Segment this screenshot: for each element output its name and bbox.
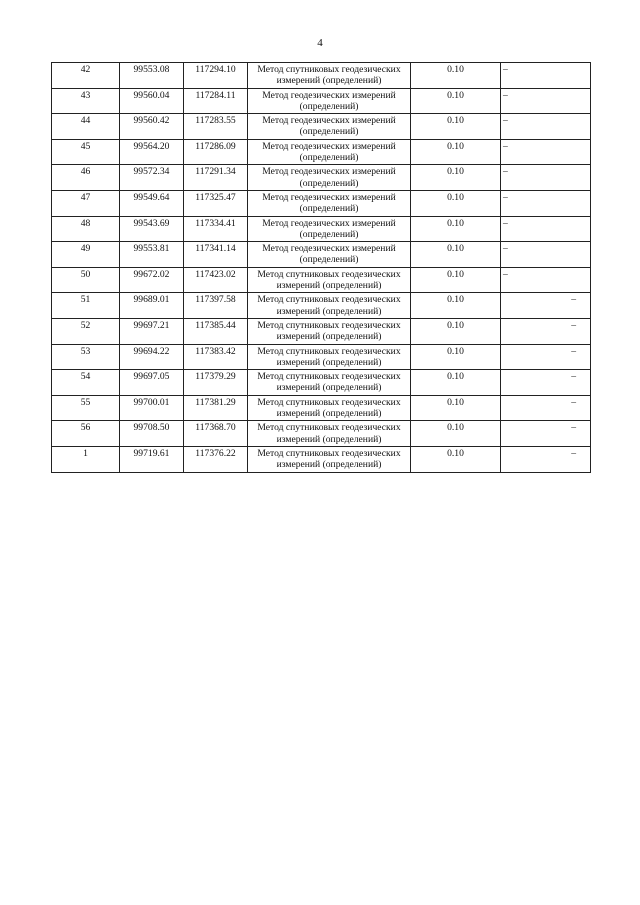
accuracy-cell: 0.10 bbox=[411, 190, 501, 216]
note-cell: – bbox=[501, 242, 591, 268]
table-row bbox=[52, 344, 591, 370]
method-cell: Метод спутниковых геодезических измерений (определений) bbox=[248, 344, 411, 370]
note-cell: – bbox=[501, 421, 591, 447]
point-number: 54 bbox=[52, 370, 120, 396]
coordinate-y: 117283.55 bbox=[184, 114, 248, 140]
accuracy-cell: 0.10 bbox=[411, 370, 501, 396]
point-number: 55 bbox=[52, 395, 120, 421]
note-cell: – bbox=[501, 63, 591, 89]
accuracy-cell: 0.10 bbox=[411, 293, 501, 319]
table-row bbox=[52, 421, 591, 447]
note-cell: – bbox=[501, 370, 591, 396]
coordinate-x: 99572.34 bbox=[120, 165, 184, 191]
table-row bbox=[52, 114, 591, 140]
coordinate-x: 99697.21 bbox=[120, 318, 184, 344]
coordinate-y: 117383.42 bbox=[184, 344, 248, 370]
coordinate-x: 99549.64 bbox=[120, 190, 184, 216]
table-row bbox=[52, 293, 591, 319]
point-number: 42 bbox=[52, 63, 120, 89]
table-row bbox=[52, 446, 591, 472]
table-row bbox=[52, 165, 591, 191]
coordinate-x: 99553.08 bbox=[120, 63, 184, 89]
accuracy-cell: 0.10 bbox=[411, 267, 501, 293]
coordinate-x: 99708.50 bbox=[120, 421, 184, 447]
point-number: 53 bbox=[52, 344, 120, 370]
accuracy-cell: 0.10 bbox=[411, 165, 501, 191]
accuracy-cell: 0.10 bbox=[411, 446, 501, 472]
note-cell: – bbox=[501, 395, 591, 421]
coordinate-y: 117368.70 bbox=[184, 421, 248, 447]
point-number: 45 bbox=[52, 139, 120, 165]
coordinate-x: 99543.69 bbox=[120, 216, 184, 242]
accuracy-cell: 0.10 bbox=[411, 63, 501, 89]
table-row bbox=[52, 88, 591, 114]
table-row bbox=[52, 395, 591, 421]
table-row bbox=[52, 139, 591, 165]
table-row bbox=[52, 190, 591, 216]
coordinate-x: 99689.01 bbox=[120, 293, 184, 319]
accuracy-cell: 0.10 bbox=[411, 344, 501, 370]
method-cell: Метод спутниковых геодезических измерений (определений) bbox=[248, 421, 411, 447]
method-cell: Метод спутниковых геодезических измерений (определений) bbox=[248, 293, 411, 319]
table-row bbox=[52, 267, 591, 293]
accuracy-cell: 0.10 bbox=[411, 421, 501, 447]
note-cell: – bbox=[501, 190, 591, 216]
table-row bbox=[52, 318, 591, 344]
coordinate-x: 99560.42 bbox=[120, 114, 184, 140]
point-number: 43 bbox=[52, 88, 120, 114]
coordinate-x: 99719.61 bbox=[120, 446, 184, 472]
accuracy-cell: 0.10 bbox=[411, 216, 501, 242]
note-cell: – bbox=[501, 446, 591, 472]
method-cell: Метод спутниковых геодезических измерений (определений) bbox=[248, 63, 411, 89]
accuracy-cell: 0.10 bbox=[411, 242, 501, 268]
coordinate-y: 117379.29 bbox=[184, 370, 248, 396]
method-cell: Метод спутниковых геодезических измерений (определений) bbox=[248, 267, 411, 293]
coordinate-y: 117294.10 bbox=[184, 63, 248, 89]
coordinate-y: 117286.09 bbox=[184, 139, 248, 165]
method-cell: Метод геодезических измерений (определений) bbox=[248, 190, 411, 216]
coordinate-x: 99697.05 bbox=[120, 370, 184, 396]
accuracy-cell: 0.10 bbox=[411, 395, 501, 421]
accuracy-cell: 0.10 bbox=[411, 114, 501, 140]
note-cell: – bbox=[501, 139, 591, 165]
coordinate-x: 99700.01 bbox=[120, 395, 184, 421]
note-cell: – bbox=[501, 293, 591, 319]
method-cell: Метод спутниковых геодезических измерений (определений) bbox=[248, 446, 411, 472]
point-number: 56 bbox=[52, 421, 120, 447]
coordinate-x: 99694.22 bbox=[120, 344, 184, 370]
point-number: 48 bbox=[52, 216, 120, 242]
coordinate-y: 117397.58 bbox=[184, 293, 248, 319]
point-number: 49 bbox=[52, 242, 120, 268]
note-cell: – bbox=[501, 344, 591, 370]
method-cell: Метод спутниковых геодезических измерений (определений) bbox=[248, 318, 411, 344]
coordinate-x: 99672.02 bbox=[120, 267, 184, 293]
note-cell: – bbox=[501, 267, 591, 293]
method-cell: Метод геодезических измерений (определений) bbox=[248, 242, 411, 268]
method-cell: Метод геодезических измерений (определений) bbox=[248, 216, 411, 242]
coordinate-y: 117291.34 bbox=[184, 165, 248, 191]
coordinate-y: 117325.47 bbox=[184, 190, 248, 216]
coordinate-x: 99560.04 bbox=[120, 88, 184, 114]
point-number: 44 bbox=[52, 114, 120, 140]
coordinate-y: 117376.22 bbox=[184, 446, 248, 472]
method-cell: Метод спутниковых геодезических измерений (определений) bbox=[248, 370, 411, 396]
coordinates-table bbox=[51, 62, 591, 473]
method-cell: Метод геодезических измерений (определений) bbox=[248, 139, 411, 165]
accuracy-cell: 0.10 bbox=[411, 318, 501, 344]
coordinate-y: 117334.41 bbox=[184, 216, 248, 242]
point-number: 50 bbox=[52, 267, 120, 293]
point-number: 46 bbox=[52, 165, 120, 191]
coordinate-y: 117423.02 bbox=[184, 267, 248, 293]
coordinate-y: 117341.14 bbox=[184, 242, 248, 268]
method-cell: Метод геодезических измерений (определений) bbox=[248, 165, 411, 191]
accuracy-cell: 0.10 bbox=[411, 88, 501, 114]
note-cell: – bbox=[501, 165, 591, 191]
coordinate-x: 99564.20 bbox=[120, 139, 184, 165]
method-cell: Метод геодезических измерений (определений) bbox=[248, 88, 411, 114]
table-row bbox=[52, 370, 591, 396]
page-number: 4 bbox=[317, 37, 323, 49]
table-row bbox=[52, 63, 591, 89]
point-number: 51 bbox=[52, 293, 120, 319]
table-row bbox=[52, 216, 591, 242]
coordinate-y: 117385.44 bbox=[184, 318, 248, 344]
table-row bbox=[52, 242, 591, 268]
note-cell: – bbox=[501, 318, 591, 344]
coordinate-y: 117284.11 bbox=[184, 88, 248, 114]
note-cell: – bbox=[501, 216, 591, 242]
note-cell: – bbox=[501, 88, 591, 114]
accuracy-cell: 0.10 bbox=[411, 139, 501, 165]
coordinate-x: 99553.81 bbox=[120, 242, 184, 268]
coordinate-y: 117381.29 bbox=[184, 395, 248, 421]
note-cell: – bbox=[501, 114, 591, 140]
point-number: 1 bbox=[52, 446, 120, 472]
point-number: 52 bbox=[52, 318, 120, 344]
method-cell: Метод геодезических измерений (определений) bbox=[248, 114, 411, 140]
method-cell: Метод спутниковых геодезических измерений (определений) bbox=[248, 395, 411, 421]
point-number: 47 bbox=[52, 190, 120, 216]
